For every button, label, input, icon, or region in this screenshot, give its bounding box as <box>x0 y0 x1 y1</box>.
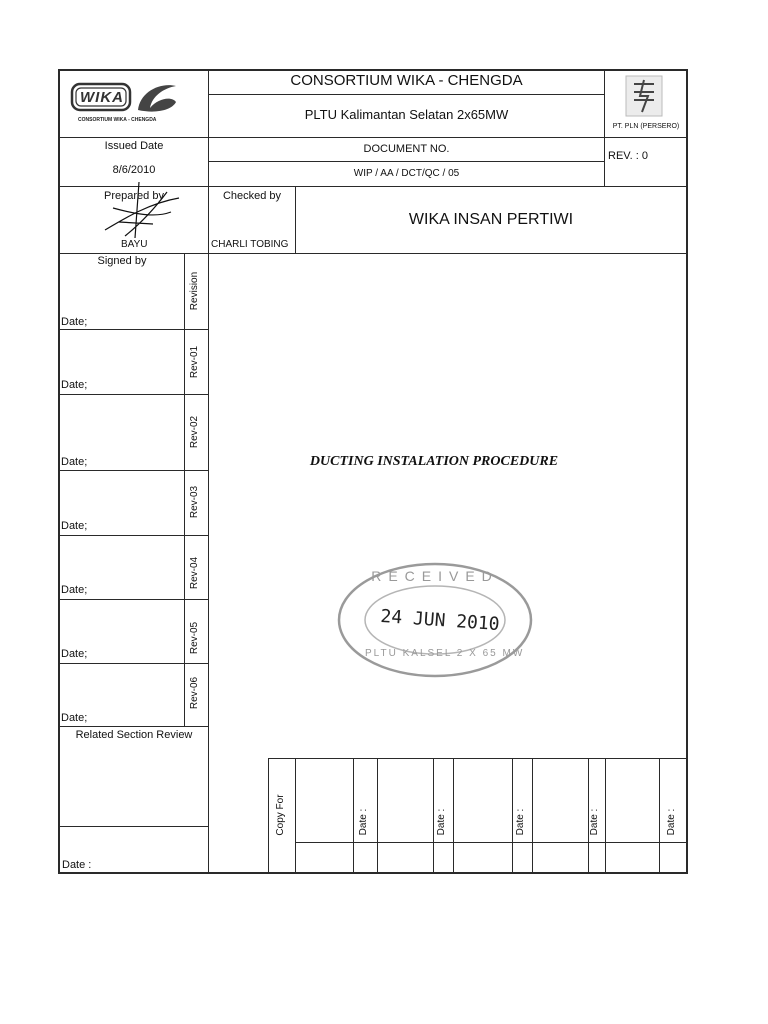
rev-02-date-label: Date; <box>61 456 88 468</box>
wika-logo <box>68 78 188 130</box>
project-name: PLTU Kalimantan Selatan 2x65MW <box>304 107 509 122</box>
copy-date-label-2: Date : <box>436 808 447 836</box>
wika-logo-text: WIKA <box>80 89 124 106</box>
prepared-by-label: Prepared by <box>104 190 164 202</box>
copy-date-label-5: Date : <box>666 808 677 836</box>
rev-05-label: Rev-05 <box>189 621 200 655</box>
rev-04-date-label: Date; <box>61 584 88 596</box>
pln-logo-icon <box>624 74 664 118</box>
issued-date-label: Issued Date <box>104 140 164 152</box>
stamp-date: 24 JUN 2010 <box>379 605 501 636</box>
review-date-label: Date : <box>62 859 92 871</box>
document-no-label: DOCUMENT NO. <box>363 143 450 155</box>
revision-label: Revision <box>189 271 200 311</box>
signed-by-label: Signed by <box>97 255 147 267</box>
document-no-value: WIP / AA / DCT/QC / 05 <box>353 168 460 179</box>
rev-04-label: Rev-04 <box>189 556 200 590</box>
stamp-bottom-text: PLTU KALSEL 2 X 65 MW <box>365 648 525 659</box>
stamp-top-text: RECEIVED <box>371 568 499 584</box>
rev-03-label: Rev-03 <box>189 485 200 519</box>
related-section-review-label: Related Section Review <box>75 729 193 741</box>
copy-date-label-1: Date : <box>358 808 369 836</box>
signature-scribble <box>95 178 185 244</box>
rev-02-label: Rev-02 <box>189 415 200 449</box>
revision-number: REV. : 0 <box>608 150 648 162</box>
document-title: DUCTING INSTALATION PROCEDURE <box>309 454 559 469</box>
revision-date-label: Date; <box>61 316 88 328</box>
rev-06-date-label: Date; <box>61 712 88 724</box>
company-name: WIKA INSAN PERTIWI <box>408 211 574 228</box>
issued-date-value: 8/6/2010 <box>112 164 156 176</box>
pln-label: PT. PLN (PERSERO) <box>612 123 680 130</box>
consortium-title: CONSORTIUM WIKA - CHENGDA <box>290 72 523 89</box>
checked-by-name: CHARLI TOBING <box>211 239 289 250</box>
prepared-by-name: BAYU <box>121 239 148 250</box>
rev-01-label: Rev-01 <box>189 345 200 379</box>
wika-logo-subtitle: CONSORTIUM WIKA - CHENGDA <box>78 117 157 123</box>
pln-logo <box>624 74 664 118</box>
rev-06-label: Rev-06 <box>189 676 200 710</box>
rev-03-date-label: Date; <box>61 520 88 532</box>
copy-for-label: Copy For <box>275 794 286 836</box>
rev-01-date-label: Date; <box>61 379 88 391</box>
copy-date-label-3: Date : <box>515 808 526 836</box>
checked-by-label: Checked by <box>222 190 282 202</box>
copy-date-label-4: Date : <box>589 808 600 836</box>
rev-05-date-label: Date; <box>61 648 88 660</box>
received-stamp <box>335 560 535 680</box>
